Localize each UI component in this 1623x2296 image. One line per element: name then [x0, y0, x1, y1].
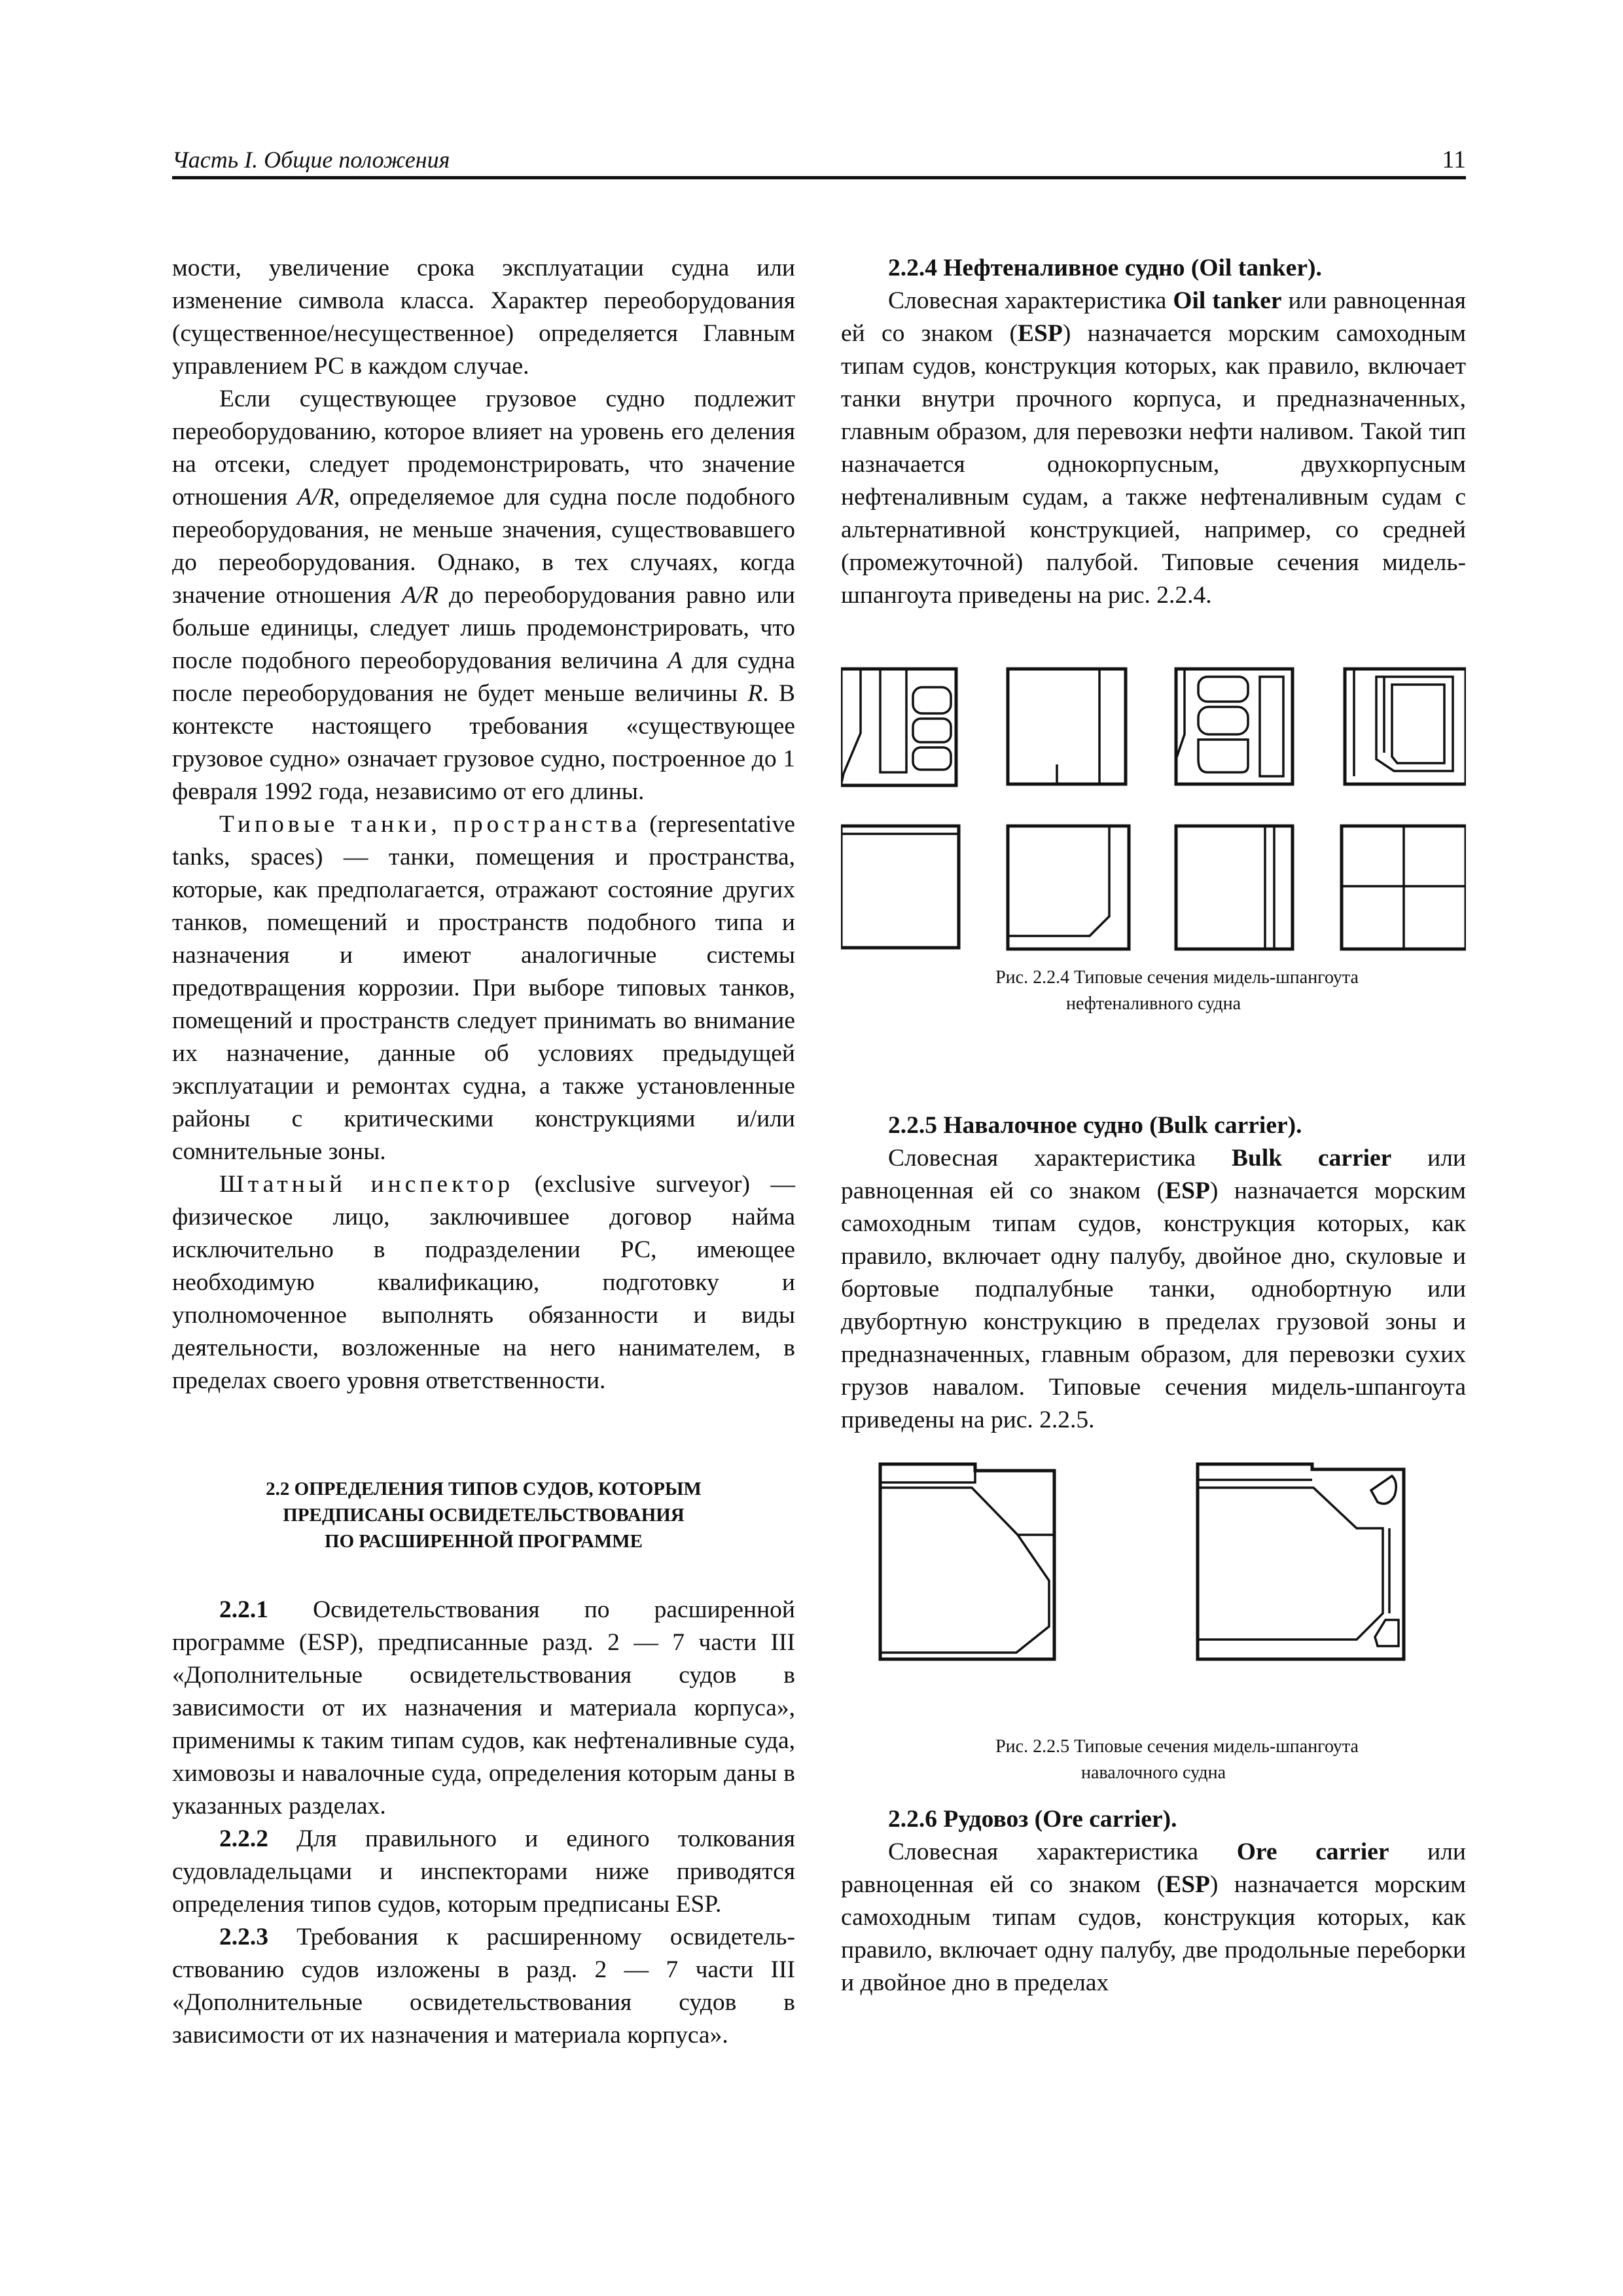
figure-2-2-5 [841, 1456, 1466, 1783]
section-oil-tanker-four-compartments [1342, 826, 1466, 949]
running-header-title: Часть I. Общие положения [172, 147, 450, 173]
paragraph-2-2-1: 2.2.1 Освидетельствования по расширенной программе (ESP), предписанные разд. 2 — 7 части III «Дополнительные освидетельствования судов в зависимости от их назначения и материала корпуса», применимы к таким типам судов, как нефтеналивные суда, химовозы и навалочные суда, определения которым даны в указанных разделах. [172, 1596, 795, 1820]
section-single-hull-with-wing-tanks [841, 669, 956, 785]
right-column [841, 252, 1466, 2000]
figure-2-2-4 [841, 661, 1466, 1028]
paragraph: мости, увеличение срока эксплуатации судна или изменение символа класса. Характер переоборудования (существенное/несущественное) определяется Главным управлением РС в каждом случае. [172, 255, 795, 380]
section-oil-tanker-single-box [841, 826, 959, 948]
paragraph-2-2-2: 2.2.2 Для правильного и единого толкования судовладельцами и инспекторами ниже приводятся определения типов судов, которым предписаны ESP. [172, 1825, 795, 1918]
term: Типовые танки, пространства [219, 811, 641, 838]
figure-2-2-4-caption: Рис. 2.2.4 Типовые сечения мидель-шпангоута нефтеналивного судна [995, 967, 1359, 1014]
section-double-hull-rounded [1176, 669, 1293, 784]
definition-exclusive-surveyor: Штатный инспектор (exclusive surveyor) — физическое лицо, заключившее договор найма исключительно в подразделении РС, имеющее необходимую квалификацию, подготовку и уполномоченное выполнять обязанности и виды деятельности, возложенные на него нанимателем, в пределах своего уровня ответственности. [172, 1171, 795, 1394]
bulk-carrier-sections-drawing [841, 1456, 1466, 1705]
figure-2-2-5-caption: Рис. 2.2.5 Типовые сечения мидель-шпангоута навалочного судна [995, 1736, 1359, 1783]
heading-2-2-6: 2.2.6 Рудовоз (Ore carrier). [888, 1806, 1177, 1833]
section-heading-2-2: 2.2 ОПРЕДЕЛЕНИЯ ТИПОВ СУДОВ, КОТОРЫМ ПРЕДПИСАНЫ ОСВИДЕТЕЛЬСТВОВАНИЯ ПО РАСШИРЕННОЙ ПРОГРАММЕ [266, 1479, 702, 1552]
paragraph-2-2-6: Словесная характеристика Ore carrier или равноценная ей со знаком (ESP) назначается морским самоходным типам судов, конструкция которых, как правило, включает одну палубу, две продольные переборки и двойное дно в пределах [841, 1839, 1466, 1996]
section-single-hull-plain [1008, 669, 1126, 784]
paragraph: Если существующее грузовое судно подлежит переоборудованию, которое влияет на уровень его деления на отсеки, следует продемонстрировать, что значение отношения A/R, определяемое для судна после подобного переоборудования, не меньше значения, существовавшего до переоборудования. Однако, в тех случаях, когда значение отношения A/R до переоборудования равно или больше единицы, следует лишь продемонстрировать, что после подобного переоборудования величина A для судна после переоборудования не будет меньше величины R. В контексте настоящего требования «существующее грузовое судно» означает грузовое судно, построенное до 1 февраля 1992 года, независимо от его длины. [172, 386, 796, 805]
paragraph-2-2-4: Словесная характеристика Oil tanker или равноценная ей со знаком (ESP) назначается морским самоходным типам судов, конструкция которых, как правило, включает танки внутри прочного корпуса, и предназначенных, главным образом, для перевозки нефти наливом. Такой тип назначается однокорпусным, двухкорпусным нефтеналивным судам, а также нефтеналивным судам с альтернативной конструкцией, например, со средней (промежуточной) палубой. Типовые сечения мидель-шпангоута приведены на рис. 2.2.4. [841, 287, 1466, 609]
heading-2-2-4: 2.2.4 Нефтеналивное судно (Oil tanker). [888, 255, 1322, 281]
paragraph-2-2-5: Словесная характеристика Bulk carrier или равноценная ей со знаком (ESP) назначается морским самоходным типам судов, конструкция которых, как правило, включает одну палубу, двойное дно, скуловые и бортовые подпалубные танки, однобортную или двубортную конструкцию в пределах грузовой зоны и предназначенных, главным образом, для перевозки сухих грузов навалом. Типовые сечения мидель-шпангоута приведены на рис. 2.2.5. [841, 1145, 1466, 1433]
section-double-hull-with-inner-bulkhead [1345, 669, 1466, 784]
section-oil-tanker-wing-bulkhead [1176, 826, 1293, 949]
heading-2-2-5: 2.2.5 Навалочное судно (Bulk carrier). [888, 1112, 1302, 1139]
oil-tanker-sections-drawing [841, 661, 1466, 956]
section-oil-tanker-bilge-tank [1008, 826, 1129, 949]
left-column [172, 252, 795, 2052]
definition-representative-tanks: Типовые танки, пространства (representative tanks, spaces) — танки, помещения и пространства, которые, как предполагается, отражают состояние других танков, помещений и пространств подобного типа и назначения и имеют аналогичные системы предотвращения коррозии. При выборе типовых танков, помещений и пространств следует принимать во внимание их назначение, данные об условиях предыдущей эксплуатации и ремонтах судна, а также установленные районы с критическими конструкциями и/или сомнительные зоны. [172, 811, 795, 1165]
page-number: 11 [1442, 146, 1466, 173]
section-bulk-carrier-double-side [1198, 1464, 1404, 1659]
paragraph-2-2-3: 2.2.3 Требования к расширенному освидетельствованию судов изложены в разд. 2 — 7 части III «Дополнительные освидетельствования судов в зависимости от их назначения и материала корпуса». [172, 1924, 795, 2049]
page-header [172, 145, 1466, 179]
term: Штатный инспектор [219, 1171, 514, 1198]
section-bulk-carrier-single-side [880, 1464, 1054, 1659]
